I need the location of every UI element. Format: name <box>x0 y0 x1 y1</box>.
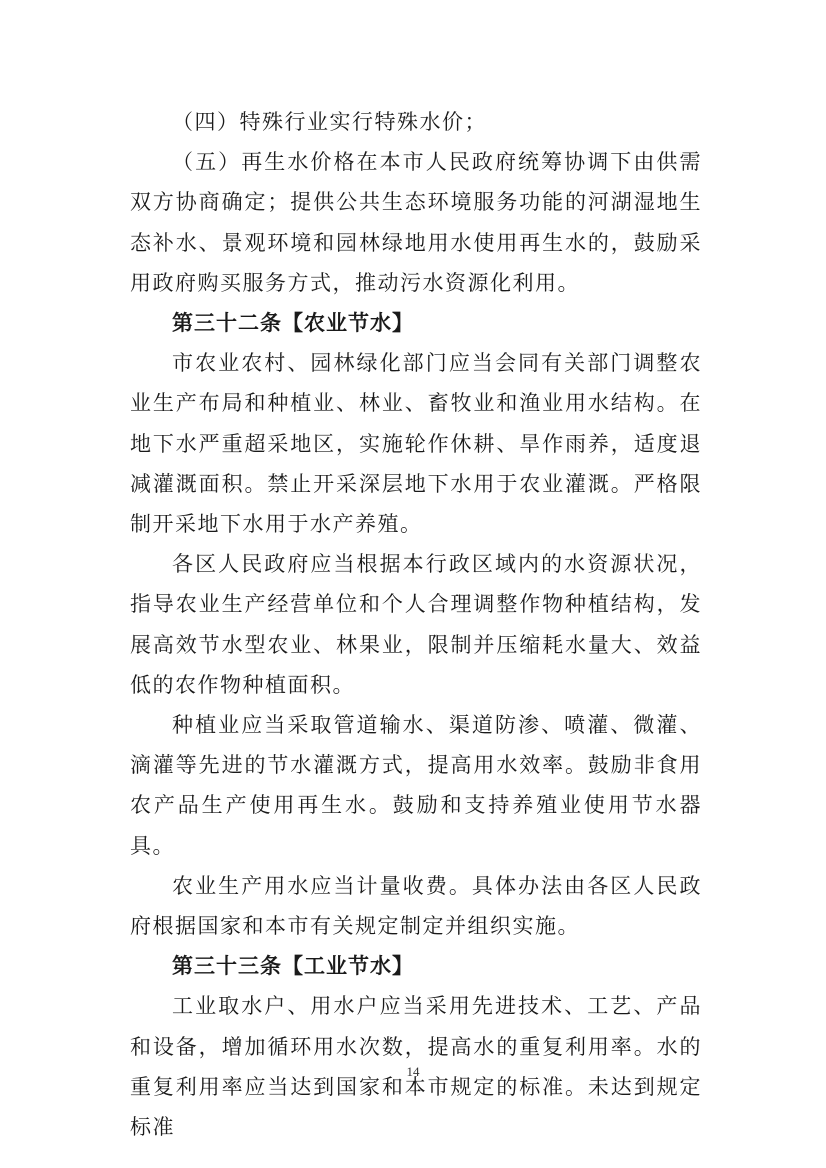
page-number: 14 <box>406 1064 420 1079</box>
paragraph-item-5: （五）再生水价格在本市人民政府统筹协调下由供需双方协商确定；提供公共生态环境服务功能的河湖湿地生态补水、景观环境和园林绿地用水使用再生水的，鼓励采用政府购买服务方式，推动污水资源化利用。 <box>130 150 702 295</box>
paragraph-district-planting: 各区人民政府应当根据本行政区域内的水资源状况，指导农业生产经营单位和个人合理调整作物种植结构，发展高效节水型农业、林果业，限制并压缩耗水量大、效益低的农作物种植面积。 <box>130 552 702 697</box>
paragraph-agriculture-structure: 市农业农村、园林绿化部门应当会同有关部门调整农业生产布局和种植业、林业、畜牧业和渔业用水结构。在地下水严重超采地区，实施轮作休耕、旱作雨养，适度退减灌溉面积。禁止开采深层地下水用于农业灌溉。严格限制开采地下水用于水产养殖。 <box>130 351 702 537</box>
paragraph-item-4: （四）特殊行业实行特殊水价； <box>172 110 487 134</box>
article-32-heading: 第三十二条【农业节水】 <box>172 311 414 336</box>
article-33-heading: 第三十三条【工业节水】 <box>172 954 414 979</box>
paragraph-metered-charging: 农业生产用水应当计量收费。具体办法由各区人民政府根据国家和本市有关规定制定并组织实施。 <box>130 873 702 939</box>
paragraph-irrigation-methods: 种植业应当采取管道输水、渠道防渗、喷灌、微灌、滴灌等先进的节水灌溉方式，提高用水效率。鼓励非食用农产品生产使用再生水。鼓励和支持养殖业使用节水器具。 <box>130 713 702 858</box>
document-body <box>130 102 702 1147</box>
paragraph-industrial-water: 工业取水户、用水户应当采用先进技术、工艺、产品和设备，增加循环用水次数，提高水的重复利用率。水的重复利用率应当达到国家和本市规定的标准。未达到规定标准 <box>130 994 702 1140</box>
